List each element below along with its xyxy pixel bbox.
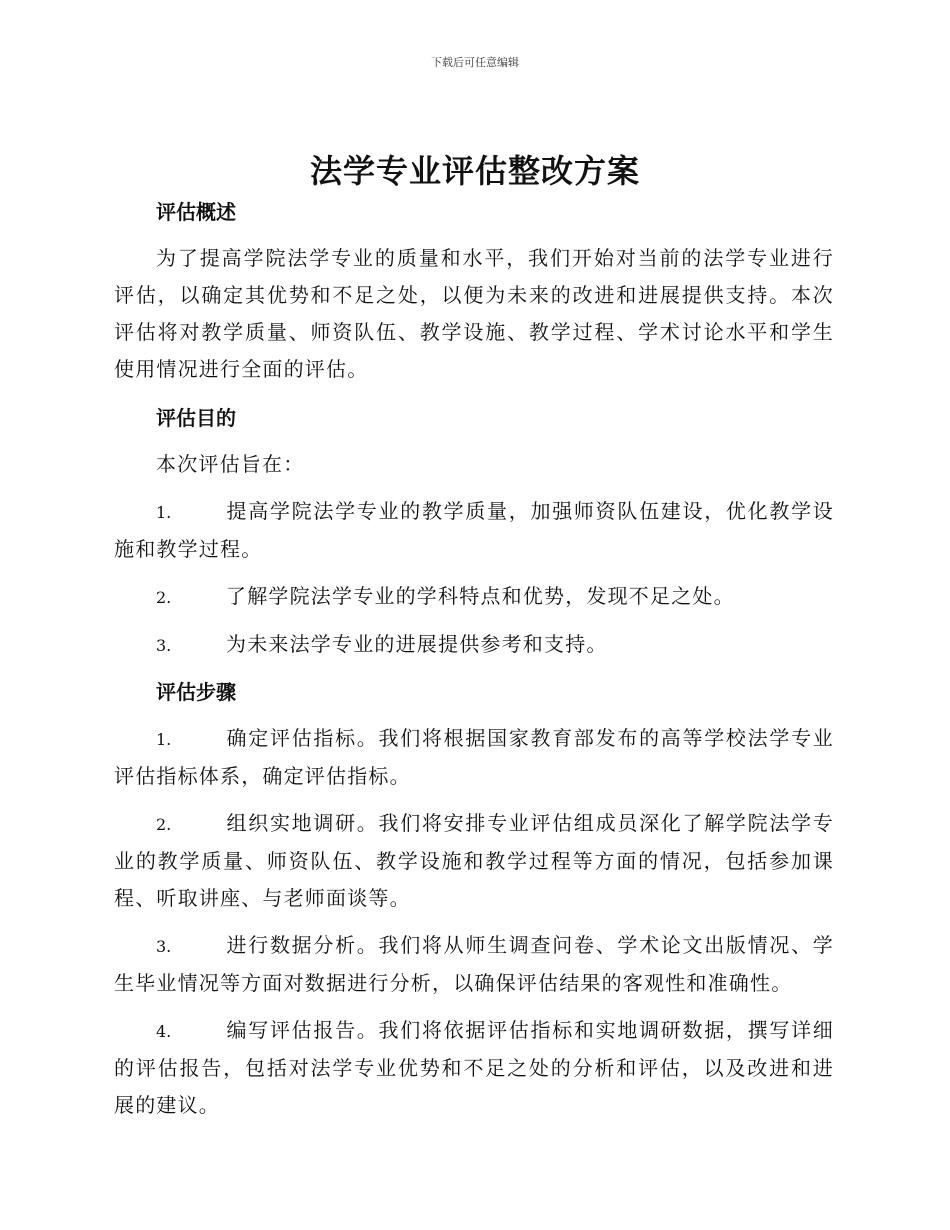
list-item-text: 进行数据分析。我们将从师生调查问卷、学术论文出版情况、学生毕业情况等方面对数据进行分析，以确保评估结果的客观性和准确性。 (114, 933, 834, 995)
list-item-text: 为未来法学专业的进展提供参考和支持。 (226, 632, 608, 656)
overview-paragraph: 为了提高学院法学专业的质量和水平，我们开始对当前的法学专业进行评估，以确定其优势和不足之处，以便为未来的改进和进展提供支持。本次评估将对教学质量、师资队伍、教学设施、教学过程、学术讨论水平和学生使用情况进行全面的评估。 (114, 246, 834, 381)
purpose-item-3 (114, 626, 834, 664)
steps-item-1 (114, 720, 834, 795)
section-heading-purpose: 评估目的 (156, 406, 236, 430)
list-number: 2. (156, 815, 172, 834)
purpose-item-1 (114, 493, 834, 568)
steps-item-3 (114, 927, 834, 1002)
list-number: 3. (156, 937, 172, 956)
list-number: 2. (156, 588, 172, 607)
list-number: 3. (156, 636, 172, 655)
steps-item-2 (114, 805, 834, 917)
list-item-text: 提高学院法学专业的教学质量，加强师资队伍建设，优化教学设施和教学过程。 (114, 499, 834, 561)
list-number: 1. (156, 730, 172, 749)
list-item-text: 组织实地调研。我们将安排专业评估组成员深化了解学院法学专业的教学质量、师资队伍、教学设施和教学过程等方面的情况，包括参加课程、听取讲座、与老师面谈等。 (114, 811, 834, 910)
list-number: 1. (156, 503, 172, 522)
list-item-text: 编写评估报告。我们将依据评估指标和实地调研数据，撰写详细的评估报告，包括对法学专业优势和不足之处的分析和评估，以及改进和进展的建议。 (114, 1018, 834, 1117)
section-heading-steps: 评估步骤 (156, 680, 236, 704)
document-title: 法学专业评估整改方案 (309, 152, 640, 190)
list-number: 4. (156, 1022, 172, 1041)
purpose-intro: 本次评估旨在： (156, 452, 305, 476)
steps-item-4 (114, 1012, 834, 1124)
purpose-item-2 (114, 578, 834, 616)
list-item-text: 了解学院法学专业的学科特点和优势，发现不足之处。 (226, 584, 735, 608)
section-heading-overview: 评估概述 (156, 200, 236, 224)
page-header: 下载后可任意编辑 (431, 56, 519, 69)
list-item-text: 确定评估指标。我们将根据国家教育部发布的高等学校法学专业评估指标体系，确定评估指标。 (114, 726, 834, 788)
document-body (114, 194, 834, 1124)
